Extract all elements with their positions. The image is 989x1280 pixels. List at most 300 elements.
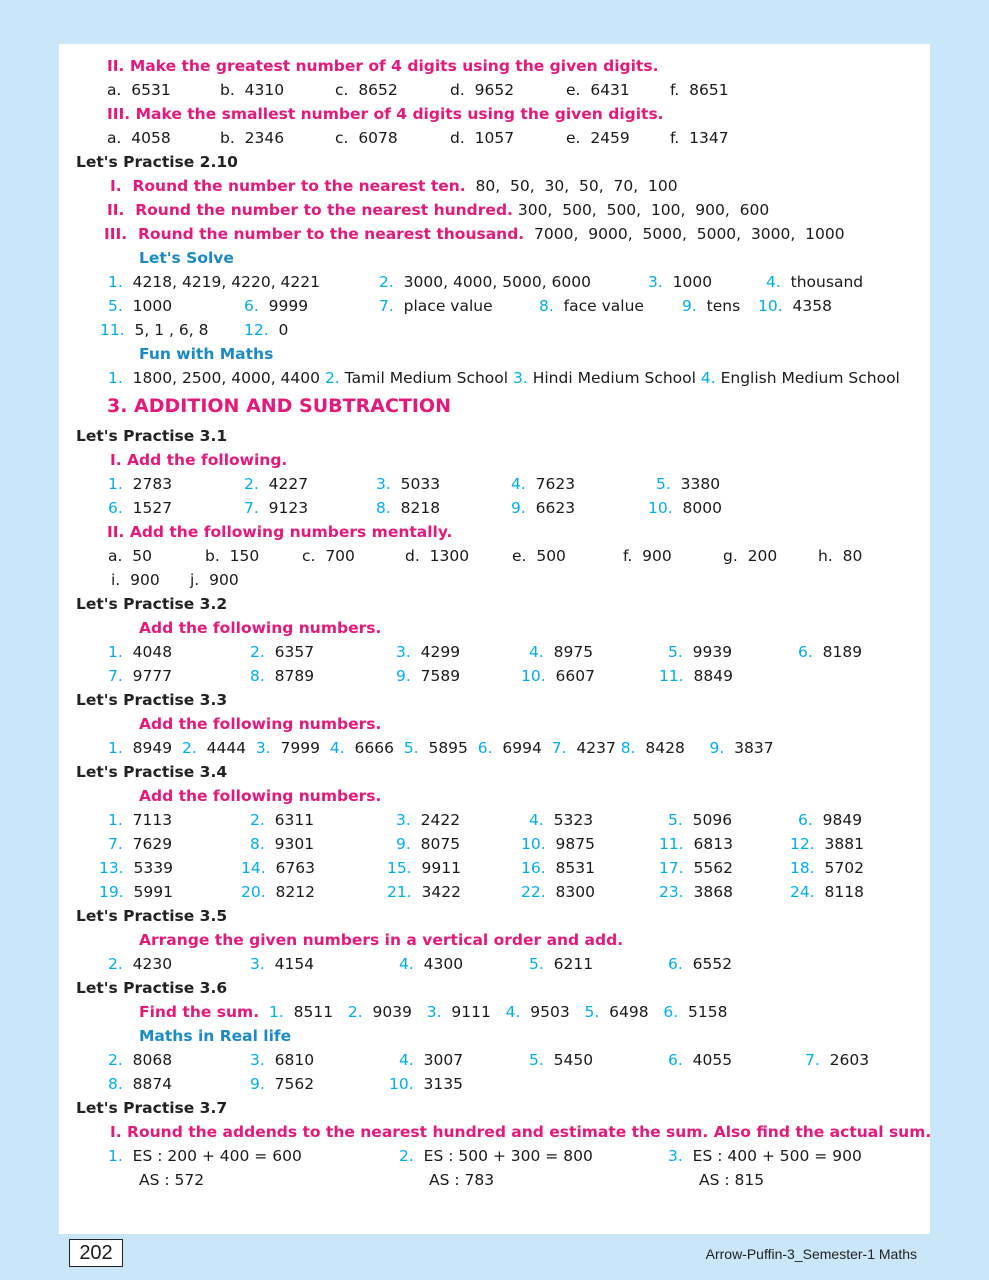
answer-item <box>623 546 672 566</box>
answer-item <box>379 296 493 316</box>
item-number: 6. <box>668 1051 683 1069</box>
answer-line: Arrange the given numbers in a vertical order and add. <box>139 931 624 949</box>
item-answer: 6810 <box>274 1051 315 1069</box>
item-number: h. <box>818 547 833 565</box>
item-number: 12. <box>244 321 269 339</box>
answer-item <box>250 642 314 662</box>
item-number: 5. <box>529 1051 544 1069</box>
answer-line <box>108 834 908 854</box>
text-segment: 3. <box>255 739 271 757</box>
answer-item <box>798 810 862 830</box>
answer-line: I. Round the addends to the nearest hundred and estimate the sum. Also find the actual sum. <box>110 1123 932 1141</box>
text-segment: 1800, 2500, 4000, 4400 <box>122 369 325 387</box>
item-answer: 4227 <box>268 475 309 493</box>
item-answer: 3007 <box>423 1051 464 1069</box>
answer-item <box>668 1146 862 1166</box>
item-answer: 7623 <box>535 475 576 493</box>
item-answer: 8975 <box>553 643 594 661</box>
item-number: c. <box>302 547 316 565</box>
answer-item <box>668 1050 732 1070</box>
text-segment: 3837 <box>724 739 774 757</box>
item-number: 9. <box>250 1075 265 1093</box>
answer-item <box>387 882 461 902</box>
answer-item <box>399 1146 593 1166</box>
text-segment: 1. <box>108 739 123 757</box>
answer-line <box>107 128 907 148</box>
text-segment: 6498 <box>599 1003 664 1021</box>
text-segment: 80, 50, 30, 50, 70, 100 <box>465 177 678 195</box>
answer-item <box>668 810 732 830</box>
answer-item <box>108 546 152 566</box>
item-answer: 4299 <box>420 643 461 661</box>
item-number: 14. <box>241 859 266 877</box>
item-number: 5. <box>529 955 544 973</box>
item-answer: place value <box>403 297 493 315</box>
item-number: 5. <box>656 475 671 493</box>
item-answer: 1300 <box>429 547 470 565</box>
item-number: 4. <box>529 811 544 829</box>
text-segment: 7. <box>551 739 567 757</box>
answer-item <box>396 834 460 854</box>
item-number: 4. <box>399 1051 414 1069</box>
answer-line <box>108 1146 908 1166</box>
item-answer: 4055 <box>692 1051 733 1069</box>
answer-item <box>790 834 864 854</box>
answer-line: II. Add the following numbers mentally. <box>107 523 453 541</box>
item-number: f. <box>623 547 633 565</box>
answer-line: 3. ADDITION AND SUBTRACTION <box>107 395 451 417</box>
answer-line <box>108 954 908 974</box>
answer-item <box>450 128 514 148</box>
answer-item <box>682 296 740 316</box>
item-number: e. <box>566 129 581 147</box>
answer-item <box>250 834 314 854</box>
answer-item <box>244 474 308 494</box>
item-number: 1. <box>108 475 123 493</box>
item-number: 7. <box>805 1051 820 1069</box>
item-answer: 5033 <box>400 475 441 493</box>
item-answer: 500 <box>536 547 566 565</box>
text-segment: 9039 <box>362 1003 427 1021</box>
answer-line: Add the following numbers. <box>139 619 382 637</box>
item-number: e. <box>566 81 581 99</box>
item-number: 10. <box>648 499 673 517</box>
item-number: j. <box>190 571 200 589</box>
answer-line <box>110 176 678 196</box>
answer-item <box>396 810 460 830</box>
item-answer: 5562 <box>693 859 733 877</box>
text-segment <box>259 1003 269 1021</box>
item-answer: 9999 <box>268 297 309 315</box>
answer-line <box>139 1002 728 1022</box>
answer-item <box>450 80 514 100</box>
item-number: b. <box>205 547 220 565</box>
answer-item <box>668 642 732 662</box>
answer-line: Fun with Maths <box>139 345 274 363</box>
item-number: 24. <box>790 883 815 901</box>
item-answer: 1057 <box>474 129 515 147</box>
item-number: d. <box>450 129 465 147</box>
item-answer: 1000 <box>672 273 713 291</box>
answer-item <box>396 666 460 686</box>
answer-item <box>648 272 712 292</box>
item-answer: 2783 <box>132 475 173 493</box>
item-number: e. <box>512 547 527 565</box>
answer-line <box>108 1050 908 1070</box>
item-number: 5. <box>668 811 683 829</box>
item-number: 18. <box>790 859 815 877</box>
answer-item <box>376 498 440 518</box>
item-answer: 5702 <box>824 859 864 877</box>
footer-text: Arrow-Puffin-3_Semester-1 Maths <box>705 1246 917 1262</box>
answer-item <box>205 546 259 566</box>
item-answer: 80 <box>842 547 863 565</box>
item-number: 11. <box>659 667 684 685</box>
item-answer: 5339 <box>133 859 173 877</box>
text-segment: 3. <box>513 369 528 387</box>
item-number: c. <box>335 129 349 147</box>
answer-line <box>99 882 899 902</box>
item-number: 20. <box>241 883 266 901</box>
answer-item <box>107 128 171 148</box>
answer-item <box>250 1050 314 1070</box>
answer-item <box>566 128 630 148</box>
answer-line: I. Add the following. <box>110 451 288 469</box>
text-segment: 4. <box>700 369 716 387</box>
item-answer: 2346 <box>244 129 285 147</box>
text-segment: 2. <box>324 369 340 387</box>
item-number: 4. <box>529 643 544 661</box>
item-answer: 9123 <box>268 499 309 517</box>
answer-line <box>99 858 899 878</box>
answer-item <box>108 272 320 292</box>
answer-item <box>108 498 172 518</box>
answer-line <box>100 320 900 340</box>
item-number: c. <box>335 81 349 99</box>
item-answer: 8300 <box>555 883 595 901</box>
answer-item <box>250 1074 314 1094</box>
item-answer: 8189 <box>822 643 863 661</box>
item-number: 5. <box>668 643 683 661</box>
answer-item <box>108 1050 172 1070</box>
item-number: 8. <box>250 835 265 853</box>
item-answer: 6357 <box>274 643 315 661</box>
item-number: 22. <box>521 883 546 901</box>
item-number: 1. <box>108 273 123 291</box>
item-number: 1. <box>108 811 123 829</box>
answer-line: Let's Practise 3.4 <box>76 763 228 781</box>
text-segment: 6. <box>663 1003 679 1021</box>
item-answer: 200 <box>747 547 778 565</box>
answer-item <box>108 954 172 974</box>
answer-item <box>379 272 591 292</box>
item-number: 2. <box>250 643 265 661</box>
answer-item <box>250 666 314 686</box>
answer-line: Let's Practise 3.6 <box>76 979 228 997</box>
answer-item <box>108 474 172 494</box>
item-answer: thousand <box>790 273 864 291</box>
item-answer: 3380 <box>680 475 721 493</box>
item-number: 17. <box>659 859 684 877</box>
answer-item <box>521 882 595 902</box>
answer-item <box>302 546 355 566</box>
text-segment: 9. <box>709 739 725 757</box>
answer-item <box>529 810 593 830</box>
item-number: 3. <box>376 475 391 493</box>
answer-item <box>108 642 172 662</box>
item-answer: 8218 <box>400 499 441 517</box>
answer-item <box>99 882 173 902</box>
item-answer: 8531 <box>555 859 595 877</box>
item-answer: 6623 <box>535 499 576 517</box>
text-segment: 5. <box>584 1003 600 1021</box>
item-answer: 3135 <box>423 1075 463 1093</box>
answer-item <box>399 954 463 974</box>
item-number: 3. <box>250 955 265 973</box>
answer-item <box>108 834 172 854</box>
item-number: 3. <box>396 643 411 661</box>
item-answer: 4048 <box>132 643 173 661</box>
item-number: 5. <box>108 297 123 315</box>
item-answer: 4154 <box>274 955 315 973</box>
answer-line <box>108 810 908 830</box>
item-answer: 6763 <box>275 859 315 877</box>
answer-item <box>399 1050 463 1070</box>
answer-line: III. Make the smallest number of 4 digits using the given digits. <box>107 105 664 123</box>
item-number: 7. <box>244 499 259 517</box>
item-answer: 5991 <box>133 883 173 901</box>
text-segment: 5. <box>403 739 419 757</box>
text-segment: 8428 <box>635 739 710 757</box>
text-segment: 7999 <box>270 739 330 757</box>
item-answer: 8000 <box>682 499 722 517</box>
answer-item <box>659 858 733 878</box>
item-number: 10. <box>521 667 546 685</box>
item-number: 2. <box>379 273 394 291</box>
answer-line: Maths in Real life <box>139 1027 292 1045</box>
answer-item <box>100 320 208 340</box>
item-number: 8. <box>108 1075 123 1093</box>
item-number: g. <box>723 547 738 565</box>
item-answer: 8075 <box>420 835 461 853</box>
item-answer: 7562 <box>274 1075 315 1093</box>
item-number: 6. <box>244 297 259 315</box>
answer-item <box>670 128 729 148</box>
answer-item <box>818 546 862 566</box>
answer-item <box>335 128 398 148</box>
answer-item <box>790 858 864 878</box>
item-answer: 1000 <box>132 297 173 315</box>
item-number: 7. <box>108 835 123 853</box>
item-number: 4. <box>766 273 781 291</box>
item-answer: 2459 <box>590 129 630 147</box>
item-answer: 8874 <box>132 1075 173 1093</box>
text-segment: 6666 <box>344 739 404 757</box>
answer-item <box>668 954 732 974</box>
item-number: 19. <box>99 883 124 901</box>
item-answer: ES : 200 + 400 = 600 <box>132 1147 302 1165</box>
answer-line <box>108 368 900 388</box>
answer-item <box>659 666 733 686</box>
answer-item <box>108 666 172 686</box>
text-segment: I. Round the number to the nearest ten. <box>110 177 466 195</box>
item-answer: 9939 <box>692 643 733 661</box>
item-number: 9. <box>396 835 411 853</box>
item-answer: ES : 400 + 500 = 900 <box>692 1147 862 1165</box>
answer-item <box>139 1170 204 1190</box>
answer-item <box>529 1050 593 1070</box>
item-answer: 8068 <box>132 1051 173 1069</box>
item-answer: AS : 783 <box>429 1171 495 1189</box>
item-answer: 1347 <box>689 129 729 147</box>
answer-line: Let's Practise 3.3 <box>76 691 228 709</box>
answer-line: Let's Practise 3.1 <box>76 427 228 445</box>
answer-item <box>790 882 864 902</box>
item-number: 12. <box>790 835 815 853</box>
text-segment: 8949 <box>122 739 182 757</box>
answer-item <box>99 858 173 878</box>
item-number: 10. <box>758 297 783 315</box>
answer-item <box>723 546 777 566</box>
answer-line <box>108 1074 908 1094</box>
item-number: 2. <box>250 811 265 829</box>
item-answer: 9911 <box>421 859 461 877</box>
answer-item <box>670 80 729 100</box>
item-number: 6. <box>108 499 123 517</box>
answer-item <box>108 810 172 830</box>
item-number: 10. <box>521 835 546 853</box>
item-number: b. <box>220 129 235 147</box>
item-number: 3. <box>396 811 411 829</box>
answer-item <box>511 474 575 494</box>
item-number: f. <box>670 81 680 99</box>
item-answer: 150 <box>229 547 260 565</box>
answer-item <box>699 1170 764 1190</box>
item-answer: 900 <box>642 547 672 565</box>
answer-line: Add the following numbers. <box>139 715 382 733</box>
item-answer: 900 <box>130 571 160 589</box>
text-segment: 4. <box>329 739 345 757</box>
text-segment: 8. <box>620 739 636 757</box>
item-answer: AS : 572 <box>139 1171 205 1189</box>
item-answer: ES : 500 + 300 = 800 <box>423 1147 593 1165</box>
item-answer: 1527 <box>132 499 173 517</box>
item-number: 4. <box>399 955 414 973</box>
answer-line <box>108 498 908 518</box>
text-segment: 300, 500, 500, 100, 900, 600 <box>512 201 770 219</box>
text-segment: 5158 <box>678 1003 728 1021</box>
item-answer: 5450 <box>553 1051 594 1069</box>
item-answer: 6431 <box>590 81 630 99</box>
answer-line <box>108 272 908 292</box>
answer-item <box>107 80 171 100</box>
item-answer: 8789 <box>274 667 315 685</box>
answer-item <box>521 858 595 878</box>
item-answer: 700 <box>325 547 355 565</box>
answer-line <box>107 80 907 100</box>
answer-line: Add the following numbers. <box>139 787 382 805</box>
item-number: 9. <box>511 499 526 517</box>
item-number: 6. <box>798 811 813 829</box>
item-answer: 3000, 4000, 5000, 6000 <box>403 273 592 291</box>
item-number: 1. <box>108 643 123 661</box>
text-segment: Tamil Medium School <box>339 369 513 387</box>
text-segment: 1. <box>108 369 123 387</box>
item-number: 2. <box>244 475 259 493</box>
answer-item <box>190 570 239 590</box>
text-segment: Hindi Medium School <box>527 369 701 387</box>
text-segment: 4237 <box>566 739 621 757</box>
answer-item <box>429 1170 494 1190</box>
text-segment: 8511 <box>283 1003 348 1021</box>
item-number: 10. <box>389 1075 414 1093</box>
answer-item <box>244 320 288 340</box>
item-number: 6. <box>668 955 683 973</box>
item-number: 11. <box>100 321 125 339</box>
answer-line <box>108 296 908 316</box>
item-answer: 6813 <box>693 835 733 853</box>
item-answer: 9849 <box>822 811 863 829</box>
text-segment: 5895 <box>418 739 478 757</box>
item-number: 3. <box>668 1147 683 1165</box>
item-answer: 0 <box>278 321 289 339</box>
answer-item <box>220 128 284 148</box>
item-answer: 6607 <box>555 667 595 685</box>
answer-line <box>108 666 908 686</box>
item-answer: 9652 <box>474 81 515 99</box>
item-number: 2. <box>399 1147 414 1165</box>
answer-item <box>389 1074 463 1094</box>
item-answer: 7113 <box>132 811 173 829</box>
answer-item <box>405 546 469 566</box>
answer-item <box>111 570 160 590</box>
item-answer: 4310 <box>244 81 285 99</box>
item-number: 2. <box>108 1051 123 1069</box>
item-answer: 9301 <box>274 835 315 853</box>
answer-line <box>108 642 908 662</box>
text-segment: 4444 <box>196 739 256 757</box>
item-answer: 4358 <box>792 297 832 315</box>
item-number: i. <box>111 571 121 589</box>
item-number: 8. <box>376 499 391 517</box>
item-number: 3. <box>250 1051 265 1069</box>
answer-item <box>335 80 398 100</box>
item-answer: 4230 <box>132 955 173 973</box>
item-number: 7. <box>379 297 394 315</box>
answer-item <box>521 834 595 854</box>
answer-item <box>539 296 644 316</box>
item-answer: 8212 <box>275 883 315 901</box>
page-number: 202 <box>69 1239 123 1267</box>
answer-line <box>139 1170 939 1190</box>
item-answer: 4300 <box>423 955 464 973</box>
answer-item <box>805 1050 869 1070</box>
answer-line: Let's Practise 3.5 <box>76 907 228 925</box>
text-segment: 3. <box>426 1003 442 1021</box>
answer-item <box>244 498 308 518</box>
item-answer: 5, 1 , 6, 8 <box>134 321 209 339</box>
item-number: b. <box>220 81 235 99</box>
item-answer: 4058 <box>131 129 171 147</box>
answer-line <box>108 546 908 566</box>
item-number: f. <box>670 129 680 147</box>
item-answer: face value <box>563 297 644 315</box>
answer-item <box>241 858 315 878</box>
item-number: 1. <box>108 1147 123 1165</box>
item-answer: 900 <box>209 571 239 589</box>
answer-item <box>659 834 733 854</box>
answer-item <box>250 810 314 830</box>
